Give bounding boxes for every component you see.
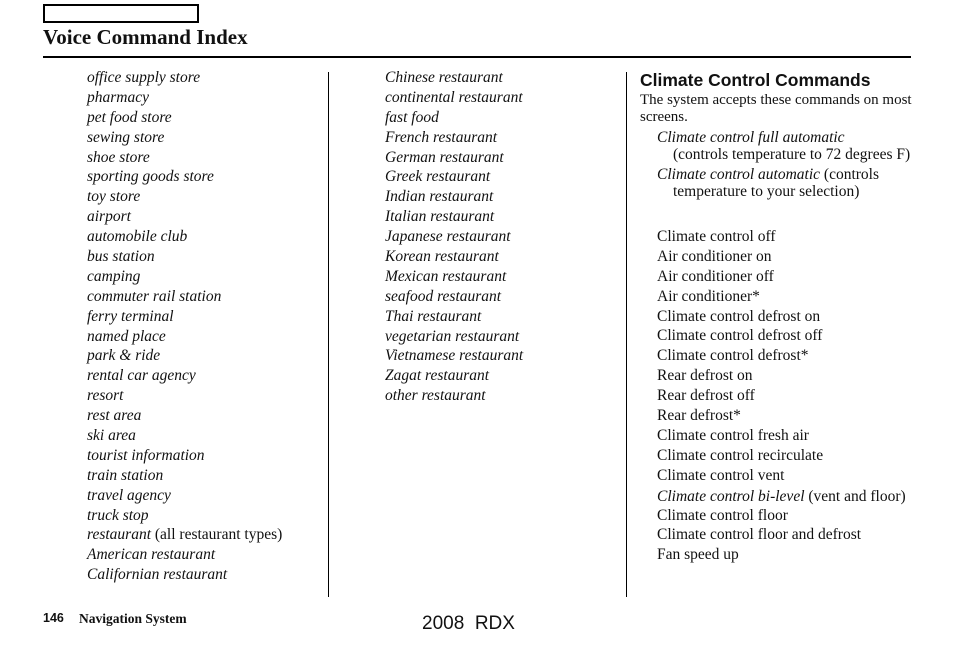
page-number: 146 xyxy=(43,611,64,625)
list-item-restaurant xyxy=(87,525,322,545)
list-item: office supply store xyxy=(87,69,201,86)
section-title: Climate Control Commands xyxy=(640,70,871,90)
command-list xyxy=(640,227,912,565)
list-item: Italian restaurant xyxy=(385,208,495,226)
footer-section: Navigation System xyxy=(79,611,187,626)
title-rule xyxy=(43,56,911,58)
list-item: Climate control fresh air xyxy=(657,426,809,444)
header-tab-box xyxy=(43,4,199,23)
list-item: Air conditioner* xyxy=(657,287,760,305)
list-item: named place xyxy=(87,327,166,345)
list-item: Climate control defrost* xyxy=(657,347,809,365)
list-item: Climate control floor and defrost xyxy=(657,526,862,544)
list-item: Zagat restaurant xyxy=(385,367,490,385)
list-item: airport xyxy=(87,208,131,226)
command-full-automatic xyxy=(640,129,912,163)
list-item: ferry terminal xyxy=(87,307,174,325)
section-intro: The system accepts these commands on most screens. xyxy=(640,92,912,125)
list-item: vegetarian restaurant xyxy=(385,327,520,345)
list-item: sewing store xyxy=(87,128,165,146)
list-item: Rear defrost on xyxy=(657,367,753,385)
column-2 xyxy=(385,68,620,406)
list-item: continental restaurant xyxy=(385,88,523,106)
list-item: Climate control defrost off xyxy=(657,327,823,345)
list-item: Indian restaurant xyxy=(385,188,494,206)
command-note: (vent and floor) xyxy=(804,487,906,505)
list-item: shoe store xyxy=(87,148,150,166)
list-item: seafood restaurant xyxy=(385,287,502,305)
list-item: Air conditioner on xyxy=(657,247,772,265)
column-1 xyxy=(87,68,322,585)
restaurant-term: restaurant xyxy=(87,526,152,544)
list-item: Rear defrost* xyxy=(657,407,741,425)
list-item: Climate control recirculate xyxy=(657,446,824,464)
list-item: Japanese restaurant xyxy=(385,228,511,246)
list-item: toy store xyxy=(87,188,141,206)
list-item: Air conditioner off xyxy=(657,267,774,285)
command-bi-level xyxy=(640,488,912,505)
command-text: Climate control automatic xyxy=(657,166,821,183)
list-item: Chinese restaurant xyxy=(385,69,503,86)
list-item: park & ride xyxy=(87,347,161,365)
list-item: pet food store xyxy=(87,108,172,126)
command-text: Climate control bi-level xyxy=(657,487,805,505)
restaurant-note: (all restaurant types) xyxy=(151,526,283,544)
list-item: ski area xyxy=(87,427,136,445)
list-item: Vietnamese restaurant xyxy=(385,347,524,365)
list-item: Rear defrost off xyxy=(657,387,755,405)
list-item: tourist information xyxy=(87,446,205,464)
list-item: Thai restaurant xyxy=(385,307,482,325)
list-item: train station xyxy=(87,466,164,484)
list-item: pharmacy xyxy=(87,88,149,106)
list-item: Climate control off xyxy=(657,228,776,245)
list-item: truck stop xyxy=(87,506,149,524)
list-item: automobile club xyxy=(87,228,188,246)
list-item: travel agency xyxy=(87,486,171,504)
list-item: fast food xyxy=(385,108,439,126)
list-item: German restaurant xyxy=(385,148,504,166)
list-item: Greek restaurant xyxy=(385,168,491,186)
list-item: resort xyxy=(87,387,124,405)
list-item: Climate control vent xyxy=(657,466,785,484)
list-item: Climate control floor xyxy=(657,506,788,524)
list-item: sporting goods store xyxy=(87,168,214,186)
list-item: bus station xyxy=(87,248,155,266)
column-divider xyxy=(626,72,627,597)
list-item: camping xyxy=(87,267,141,285)
list-item: French restaurant xyxy=(385,128,498,146)
list-item: Fan speed up xyxy=(657,546,739,564)
footer-model: 2008 RDX xyxy=(422,613,515,634)
list-item: American restaurant xyxy=(87,546,216,564)
list-item: other restaurant xyxy=(385,387,486,405)
page-title: Voice Command Index xyxy=(43,25,248,49)
list-item: Korean restaurant xyxy=(385,248,499,266)
command-note: (controls temperature to your selection) xyxy=(673,166,880,200)
command-text: Climate control full automatic xyxy=(657,129,845,146)
list-item: rest area xyxy=(87,407,142,425)
list-item: rental car agency xyxy=(87,367,196,385)
list-item: Californian restaurant xyxy=(87,566,228,584)
list-item: Climate control defrost on xyxy=(657,307,821,325)
list-item: commuter rail station xyxy=(87,287,222,305)
column-divider xyxy=(328,72,329,597)
list-item: Mexican restaurant xyxy=(385,267,507,285)
command-note: (controls temperature to 72 degrees F) xyxy=(673,146,911,163)
climate-section xyxy=(640,68,912,565)
command-automatic xyxy=(640,166,912,200)
